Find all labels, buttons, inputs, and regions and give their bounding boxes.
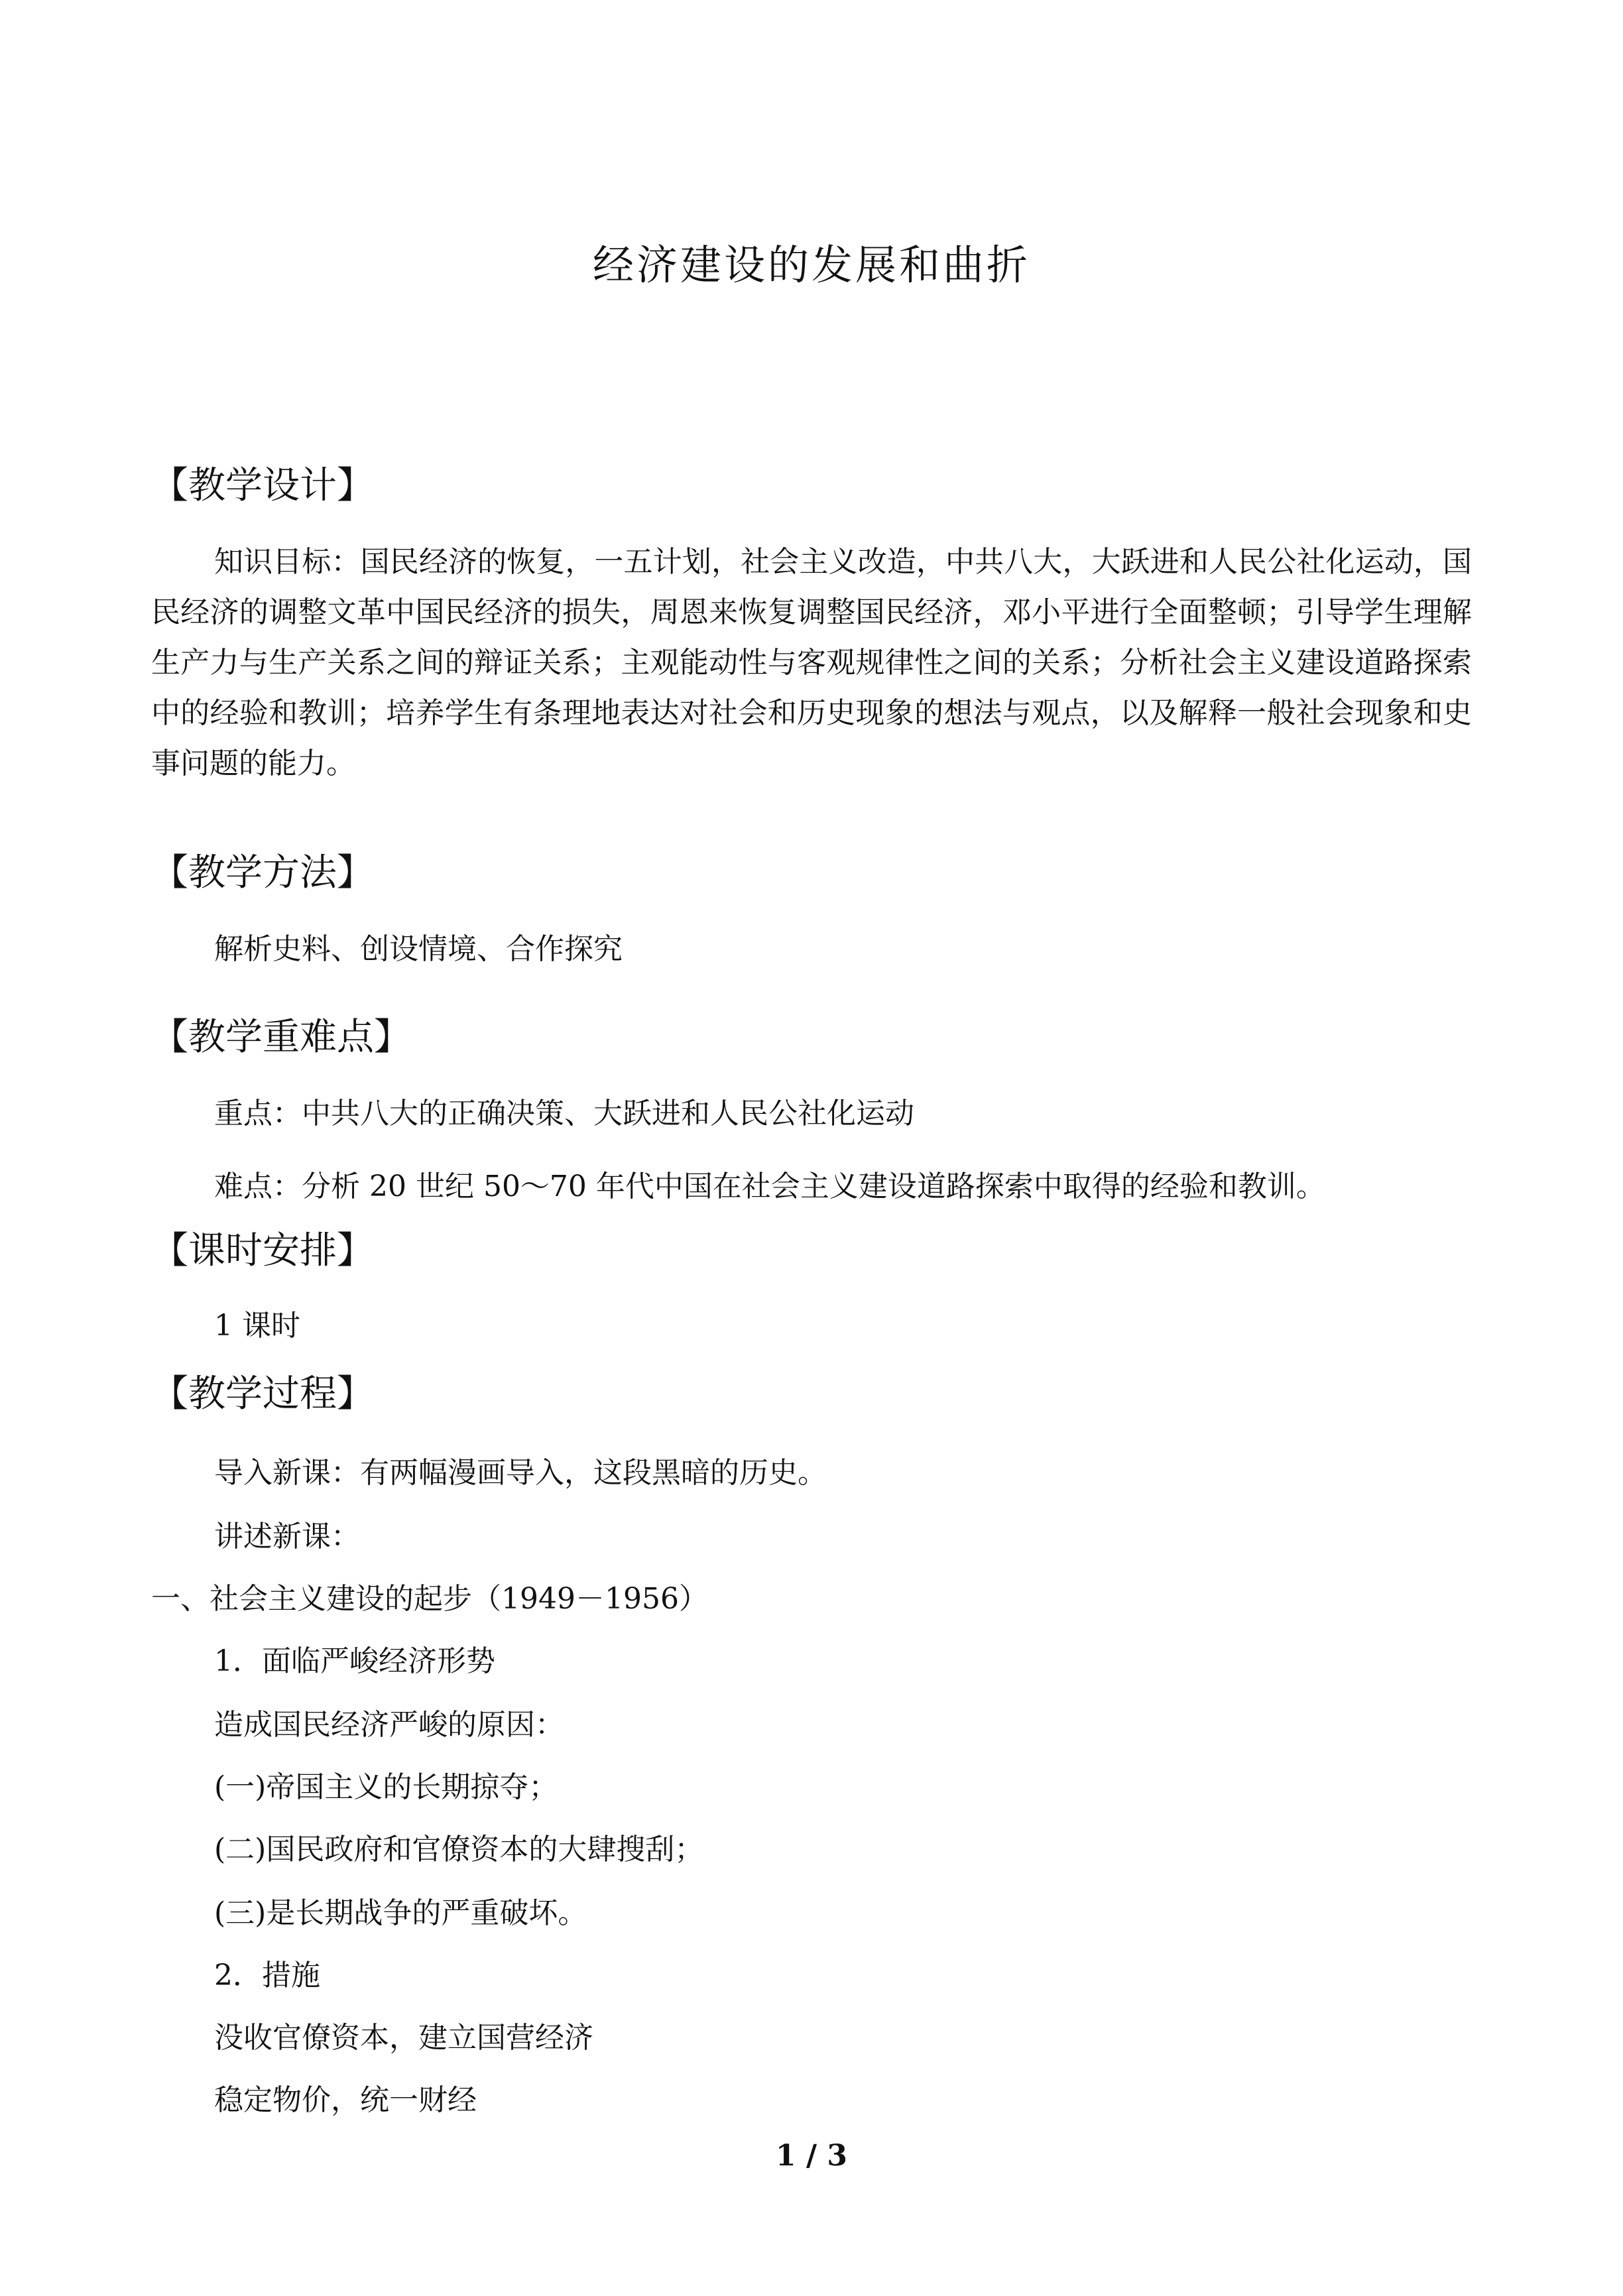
item1-title: 1．面临严峻经济形势 bbox=[214, 1644, 495, 1678]
list-item: (一)帝国主义的长期掠夺； bbox=[214, 1770, 558, 1804]
method-body: 解析史料、创设情境、合作探究 bbox=[214, 932, 623, 966]
item2-title: 2．措施 bbox=[214, 1959, 320, 1992]
page-indicator: 1 / 3 bbox=[776, 2139, 847, 2173]
section-heading-method: 【教学方法】 bbox=[151, 851, 374, 894]
design-body: 知识目标：国民经济的恢复，一五计划，社会主义改造，中共八大，大跃进和人民公社化运动，国民经济的调整文革中国民经济的损失，周恩来恢复调整国民经济，邓小平进行全面整顿；引导学生理解生产力与生产关系之间的辩证关系；主观能动性与客观规律性之间的关系；分析社会主义建设道路探索中的经验和教训；培养学生有条理地表达对社会和历史现象的想法与观点，以及解释一般社会现象和史事问题的能力。 bbox=[151, 545, 1472, 780]
difficulty-text: 难点：分析 20 世纪 50～70 年代中国在社会主义建设道路探索中取得的经验和教训。 bbox=[214, 1170, 1325, 1203]
section-heading-design: 【教学设计】 bbox=[151, 464, 374, 507]
section-heading-schedule: 【课时安排】 bbox=[151, 1229, 374, 1272]
process-new-lesson: 讲述新课： bbox=[214, 1520, 360, 1553]
list-item: 没收官僚资本，建立国营经济 bbox=[214, 2021, 593, 2055]
list-item: (三)是长期战争的严重破坏。 bbox=[214, 1896, 587, 1930]
list-item: (二)国民政府和官僚资本的大肆搜刮； bbox=[214, 1833, 704, 1866]
section-heading-key-points: 【教学重难点】 bbox=[151, 1016, 411, 1059]
item1-cause: 造成国民经济严峻的原因： bbox=[214, 1708, 564, 1742]
list-item: 稳定物价，统一财经 bbox=[214, 2083, 477, 2117]
process-intro: 导入新课：有两幅漫画导入，这段黑暗的历史。 bbox=[214, 1456, 827, 1490]
key-point-text: 重点：中共八大的正确决策、大跃进和人民公社化运动 bbox=[214, 1097, 914, 1130]
document-title: 经济建设的发展和曲折 bbox=[592, 241, 1030, 289]
part1-title: 一、社会主义建设的起步（1949－1956） bbox=[151, 1582, 708, 1616]
schedule-body: 1 课时 bbox=[214, 1309, 300, 1343]
section-heading-process: 【教学过程】 bbox=[151, 1372, 374, 1416]
